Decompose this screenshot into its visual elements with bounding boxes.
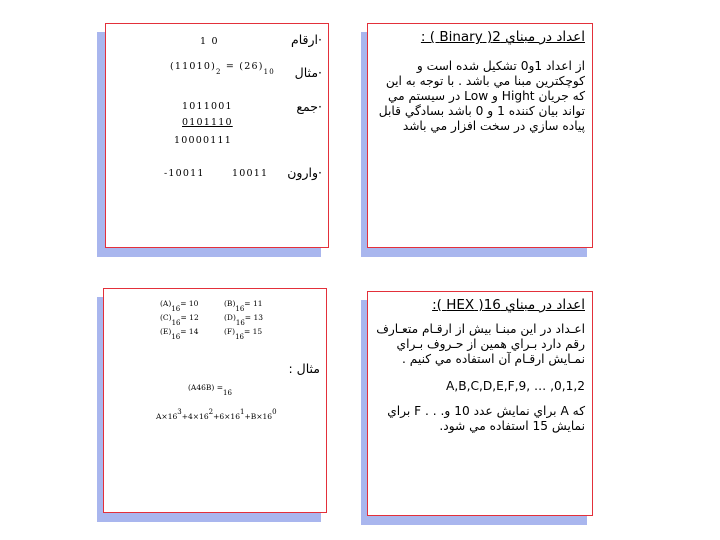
card-panel (367, 23, 593, 248)
inverse-label: ·وارون (287, 165, 322, 180)
example-label: ·مثال (294, 65, 322, 80)
original-value: 10011 (232, 168, 269, 179)
hex-map-e: (E)16= 14 (160, 327, 199, 341)
hex-example-expansion: A×163+4×162+6×161+B×160 (156, 408, 277, 421)
inverse-value: -10011 (164, 168, 205, 179)
hex-map-b: (B)16= 11 (224, 299, 263, 313)
hex-map-a: (A)16= 10 (160, 299, 199, 313)
card-panel (103, 288, 327, 513)
example-left-base: 2 (216, 68, 222, 76)
hex-map-c: (C)16= 12 (160, 313, 199, 327)
example-eq: = (26) (221, 61, 264, 72)
digits-label: ·ارقام (290, 32, 322, 47)
sum-result: 10000111 (174, 135, 232, 146)
sum-row-2: 0101110 (182, 117, 233, 128)
hex-example-label: مثال : (288, 361, 320, 376)
sum-row-1: 1011001 (182, 101, 233, 112)
hex-title: اعداد در مبناي 16( HEX ): (432, 297, 585, 313)
hex-example-number: (A46B) =16 (188, 383, 232, 397)
example-left: (11010) (170, 61, 217, 72)
hex-note: كه A براي نمايش عدد 10 و. . . F براي نمايش 15 استفاده مي شود. (387, 404, 585, 433)
hex-map-d: (D)16= 13 (224, 313, 264, 327)
example-right-base: 10 (263, 68, 275, 76)
hex-map-f: (F)16= 15 (224, 327, 263, 341)
hex-description: اعـداد در اين مبنـا بيش از ارقـام متعـارف رقم دارد بـراي همين از حـروف بـراي نمـايش ارقـام آن استفاده مي كنيم . (376, 322, 585, 366)
card-panel (105, 23, 329, 248)
sum-label: ·جمع (296, 99, 322, 114)
card-panel (367, 291, 593, 516)
digits-value: 1 0 (200, 36, 219, 47)
binary-example-expression (170, 61, 275, 76)
binary-title: اعداد در مبناي 2( Binary ) : (420, 29, 585, 45)
hex-sequence: A,B,C,D,E,F,9, … ,0,1,2 (446, 379, 585, 393)
binary-description: از اعداد 1و0 تشكيل شده است و كوچكترين مبنا مي باشد . با توجه به اين كه جريان Hight و Low در سيستم مي تواند بيان كننده 1 و 0 باشد بسادگي قابل پياده سازي در سخت افزار مي باشد (378, 59, 585, 133)
